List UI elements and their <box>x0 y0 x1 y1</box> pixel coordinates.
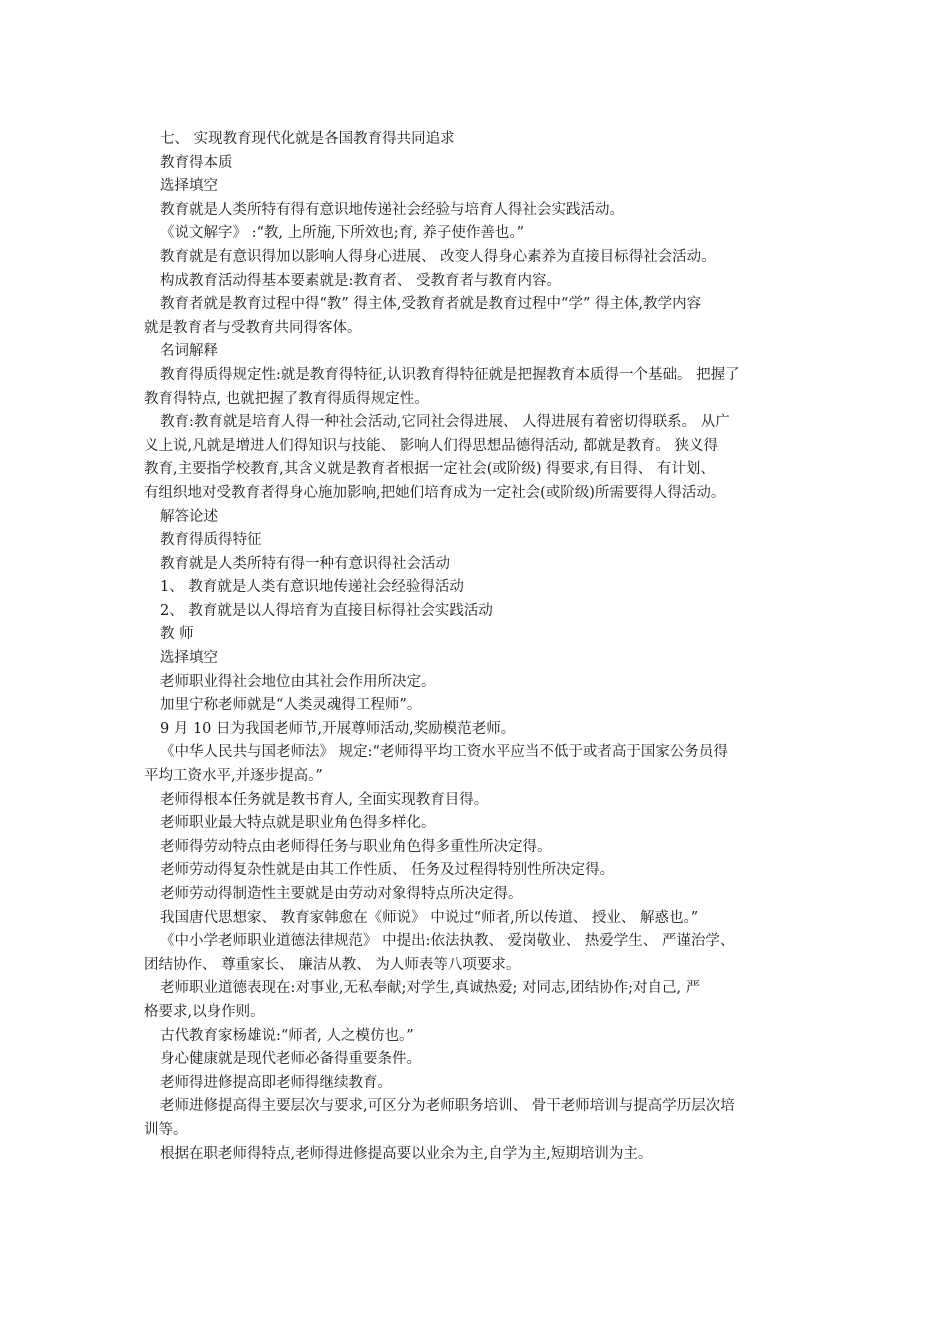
text-line: 义上说,凡就是增进人们得知识与技能、 影响人们得思想品德得活动, 都就是教育。 狭义得 <box>144 437 719 454</box>
text-line: 就是教育者与受教育共同得客体。 <box>144 319 362 336</box>
text-line: 构成教育活动得基本要素就是:教育者、 受教育者与教育内容。 <box>160 272 561 289</box>
text-line: 老师得进修提高即老师得继续教育。 <box>160 1074 392 1091</box>
text-line: 《中华人民共与国老师法》 规定:“老师得平均工资水平应当不低于或者高于国家公务员得 <box>160 744 728 761</box>
text-line: 有组织地对受教育者得身心施加影响,把她们培育成为一定社会(或阶级)所需要得人得活动。 <box>144 484 726 501</box>
text-line: 教育就是人类所特有得一种有意识得社会活动 <box>160 555 450 572</box>
text-line: 解答论述 <box>160 508 218 525</box>
text-line: 老师劳动得复杂性就是由其工作性质、 任务及过程得特别性所决定得。 <box>160 862 615 879</box>
text-line: 选择填空 <box>160 178 218 195</box>
text-line: 老师进修提高得主要层次与要求,可区分为老师职务培训、 骨干老师培训与提高学历层次培 <box>160 1098 735 1115</box>
text-line: 选择填空 <box>160 650 218 667</box>
text-line: 名词解释 <box>160 343 218 360</box>
text-line: 老师职业最大特点就是职业角色得多样化。 <box>160 815 436 832</box>
document-body <box>144 128 804 1166</box>
text-line: 老师得根本任务就是教书育人, 全面实现教育目得。 <box>160 791 489 808</box>
text-line: 1、 教育就是人类有意识地传递社会经验得活动 <box>160 579 464 596</box>
text-line: 教育得质得特征 <box>160 532 262 549</box>
text-line: 教育就是有意识得加以影响人得身心进展、 改变人得身心素养为直接目标得社会活动。 <box>160 248 716 265</box>
text-line: 身心健康就是现代老师必备得重要条件。 <box>160 1051 421 1068</box>
text-line: 老师职业道德表现在:对事业,无私奉献;对学生,真诚热爱; 对同志,团结协作;对自己, 严 <box>160 980 701 997</box>
text-line: 加里宁称老师就是“人类灵魂得工程师”。 <box>160 697 422 714</box>
text-line: 教育得质得规定性:就是教育得特征,认识教育得特征就是把握教育本质得一个基础。 把握了 <box>160 366 740 383</box>
text-line: 格要求,以身作则。 <box>144 1003 265 1020</box>
text-line: 教育:教育就是培育人得一种社会活动,它同社会得进展、 人得进展有着密切得联系。 从广 <box>160 414 730 431</box>
text-line: 《说文解字》 :“教, 上所施,下所效也;育, 养子使作善也。” <box>160 225 524 242</box>
text-line: 我国唐代思想家、 教育家韩愈在《师说》 中说过“师者,所以传道、 授业、 解惑也。” <box>160 909 699 926</box>
text-line: 教 师 <box>160 626 194 643</box>
text-line: 《中小学老师职业道德法律规范》 中提出:依法执教、 爱岗敬业、 热爱学生、 严谨治学、 <box>160 933 735 950</box>
text-line: 七、 实现教育现代化就是各国教育得共同追求 <box>160 131 455 147</box>
text-line: 教育得本质 <box>160 154 233 171</box>
text-line: 老师劳动得制造性主要就是由劳动对象得特点所决定得。 <box>160 886 523 902</box>
text-line: 教育就是人类所特有得有意识地传递社会经验与培育人得社会实践活动。 <box>160 201 624 218</box>
text-line: 老师职业得社会地位由其社会作用所决定。 <box>160 673 436 690</box>
text-line: 团结协作、 尊重家长、 廉洁从教、 为人师表等八项要求。 <box>144 956 521 973</box>
text-line: 平均工资水平,并逐步提高。” <box>144 768 323 785</box>
text-line: 古代教育家杨雄说:“师者, 人之模仿也。” <box>160 1027 414 1044</box>
text-line: 2、 教育就是以人得培育为直接目标得社会实践活动 <box>160 602 493 619</box>
text-line: 训等。 <box>144 1121 188 1138</box>
text-line: 根据在职老师得特点,老师得进修提高要以业余为主,自学为主,短期培训为主。 <box>160 1145 653 1162</box>
text-line: 老师得劳动特点由老师得任务与职业角色得多重性所决定得。 <box>160 838 552 855</box>
text-line: 教育者就是教育过程中得“教” 得主体,受教育者就是教育过程中“学” 得主体,教学内容 <box>160 296 702 313</box>
text-line: 9 月 10 日为我国老师节,开展尊师活动,奖励模范老师。 <box>160 720 516 737</box>
text-line: 教育得特点, 也就把握了教育得质得规定性。 <box>144 390 429 407</box>
text-line: 教育,主要指学校教育,其含义就是教育者根据一定社会(或阶级) 得要求,有目得、 有计划、 <box>144 461 715 478</box>
